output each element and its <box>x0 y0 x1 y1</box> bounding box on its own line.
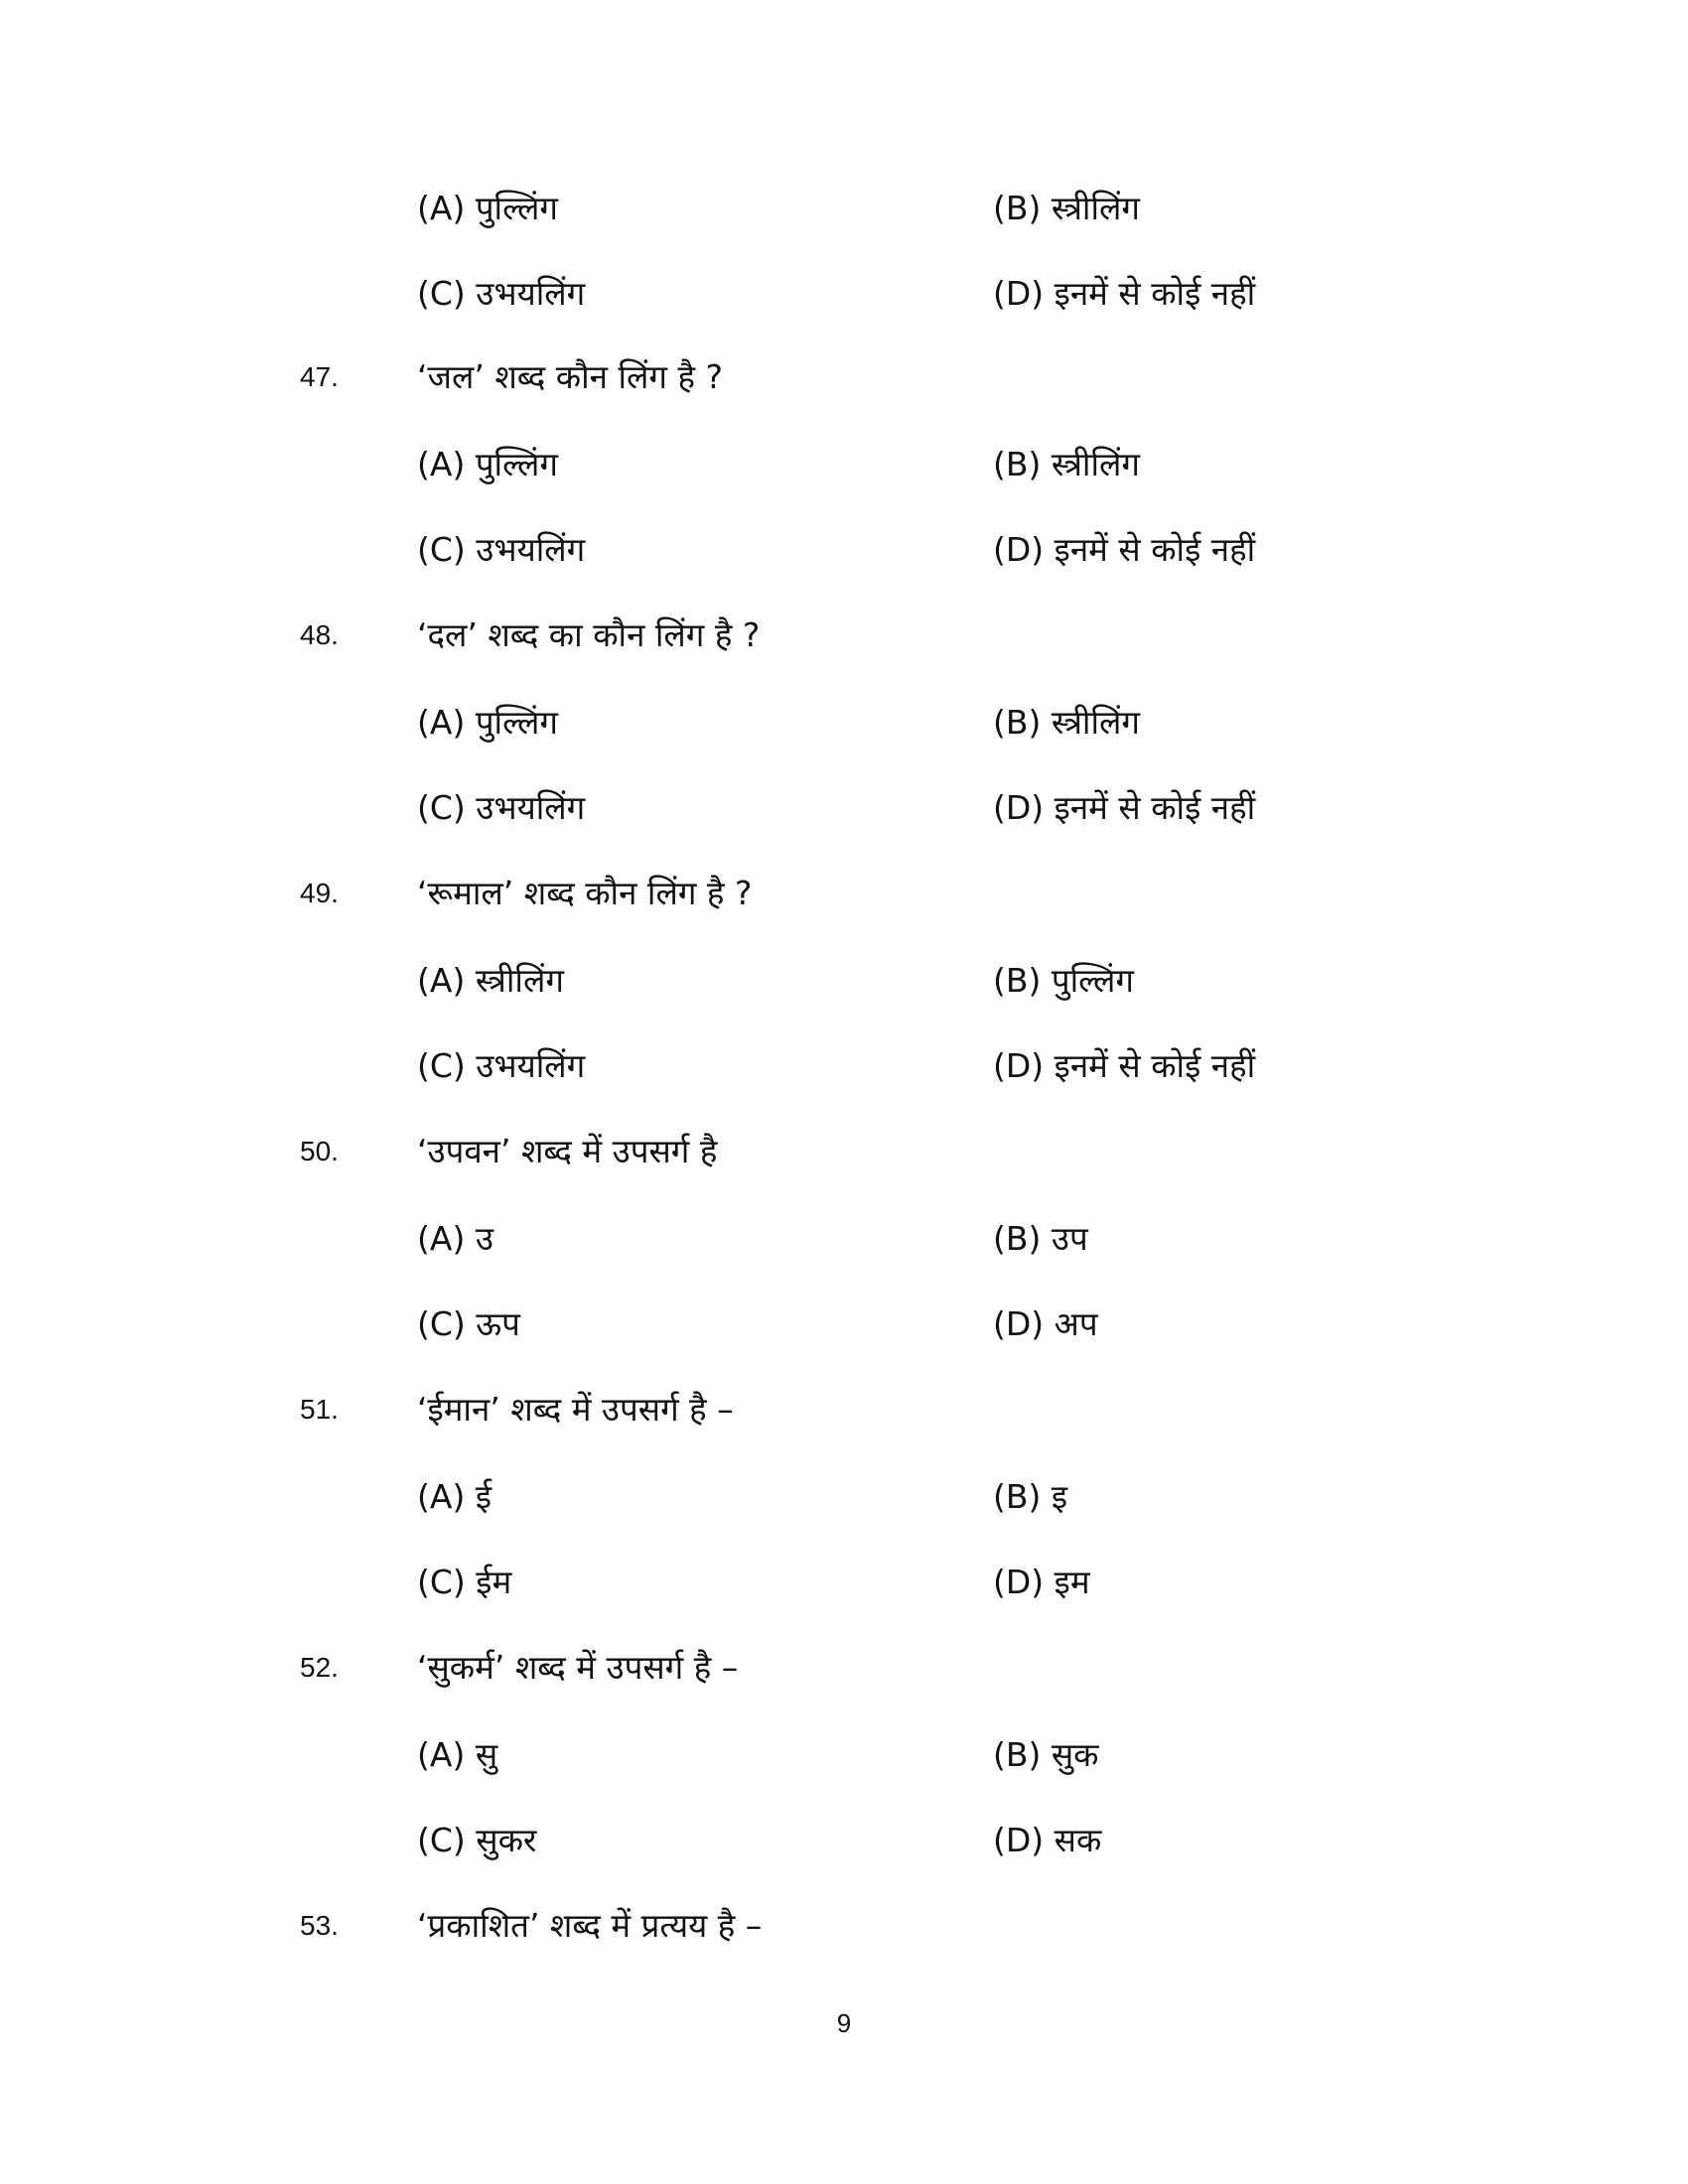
option-a: (A) उ <box>417 1219 493 1258</box>
question-text: ‘दल’ शब्द का कौन लिंग है ? <box>417 615 761 654</box>
option-c: (C) सुकर <box>417 1821 537 1859</box>
option-a: (A) ई <box>417 1477 492 1516</box>
option-c: (C) उभयलिंग <box>417 530 586 569</box>
question-text: ‘जल’ शब्द कौन लिंग है ? <box>417 357 723 396</box>
question-text: ‘ईमान’ शब्द में उपसर्ग है – <box>417 1390 734 1429</box>
option-a: (A) सु <box>417 1735 498 1774</box>
option-b: (B) स्त्रीलिंग <box>993 445 1140 483</box>
page-number: 9 <box>836 2008 852 2038</box>
option-b: (B) स्त्रीलिंग <box>993 189 1140 227</box>
option-a: (A) पुल्लिंग <box>417 703 558 742</box>
question-text: ‘रूमाल’ शब्द कौन लिंग है ? <box>417 874 753 912</box>
option-d: (D) इनमें से कोई नहीं <box>993 1046 1256 1085</box>
question-text: ‘प्रकाशित’ शब्द में प्रत्यय है – <box>417 1906 763 1945</box>
option-d: (D) इनमें से कोई नहीं <box>993 788 1256 827</box>
option-b: (B) उप <box>993 1219 1088 1258</box>
option-d: (D) सक <box>993 1821 1102 1859</box>
option-c: (C) ऊप <box>417 1304 520 1343</box>
question-number: 51. <box>300 1394 339 1425</box>
option-c: (C) उभयलिंग <box>417 1046 586 1085</box>
question-number: 52. <box>300 1652 339 1683</box>
option-b: (B) पुल्लिंग <box>993 961 1135 1000</box>
option-b: (B) इ <box>993 1477 1068 1516</box>
option-a: (A) स्त्रीलिंग <box>417 961 564 1000</box>
option-c: (C) उभयलिंग <box>417 788 586 827</box>
option-c: (C) उभयलिंग <box>417 274 586 313</box>
question-text: ‘उपवन’ शब्द में उपसर्ग है <box>417 1132 718 1170</box>
option-d: (D) इम <box>993 1563 1090 1601</box>
question-number: 50. <box>300 1136 339 1166</box>
option-d: (D) इनमें से कोई नहीं <box>993 530 1256 569</box>
question-number: 53. <box>300 1910 339 1941</box>
question-number: 49. <box>300 878 339 908</box>
option-c: (C) ईम <box>417 1563 512 1601</box>
option-d: (D) इनमें से कोई नहीं <box>993 274 1256 313</box>
option-d: (D) अप <box>993 1304 1098 1343</box>
option-b: (B) सुक <box>993 1735 1099 1774</box>
option-b: (B) स्त्रीलिंग <box>993 703 1140 742</box>
question-number: 48. <box>300 619 339 650</box>
question-text: ‘सुकर्म’ शब्द में उपसर्ग है – <box>417 1648 739 1687</box>
question-number: 47. <box>300 361 339 392</box>
option-a: (A) पुल्लिंग <box>417 445 558 483</box>
option-a: (A) पुल्लिंग <box>417 189 558 227</box>
